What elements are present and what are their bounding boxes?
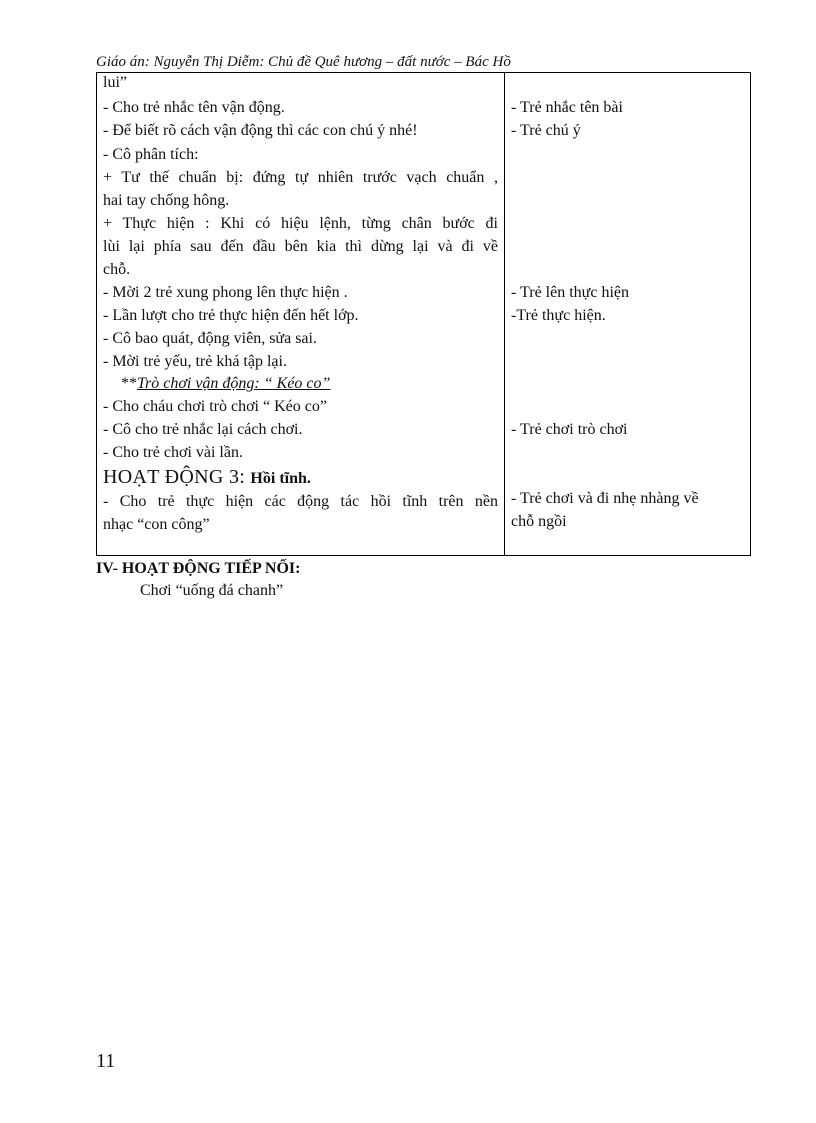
section-heading: IV- HOẠT ĐỘNG TIẾP NỐI: [96, 560, 301, 577]
page-header: Giáo án: Nguyễn Thị Diễm: Chủ đề Quê hương – đất nước – Bác Hồ [96, 54, 511, 70]
right-line: - Trẻ chơi và đi nhẹ nhàng về [511, 490, 699, 507]
left-line: - Cho trẻ chơi vài lần. [103, 444, 243, 461]
left-line: nhạc “con công” [103, 516, 210, 533]
activity-heading-bold: Hồi tĩnh. [250, 470, 311, 487]
game-heading [121, 374, 330, 394]
column-divider [504, 73, 505, 555]
left-line: - Lần lượt cho trẻ thực hiện đến hết lớp. [103, 307, 359, 324]
right-line: - Trẻ chơi trò chơi [511, 421, 628, 438]
left-line: - Cho trẻ nhắc tên vận động. [103, 99, 285, 116]
left-line: lùi lại phía sau đến đầu bên kia thì dừng lại và đi về [103, 238, 498, 255]
right-line: -Trẻ thực hiện. [511, 307, 606, 324]
left-line: + Tư thế chuẩn bị: đứng tự nhiên trước vạch chuẩn , [103, 169, 498, 186]
left-line: - Cho trẻ thực hiện các động tác hồi tĩnh trên nền [103, 493, 498, 510]
lesson-table [96, 72, 751, 556]
section-text: Chơi “uống đá chanh” [140, 582, 284, 599]
left-line: - Mời trẻ yếu, trẻ khá tập lại. [103, 353, 287, 370]
activity-heading [103, 465, 311, 491]
left-line: - Mời 2 trẻ xung phong lên thực hiện . [103, 284, 348, 301]
left-line: hai tay chống hông. [103, 192, 230, 209]
page-number: 11 [96, 1050, 116, 1072]
game-title: Trò chơi vận động: “ Kéo co” [137, 375, 331, 392]
activity-heading-main: HOẠT ĐỘNG 3: [103, 466, 251, 488]
right-line: - Trẻ lên thực hiện [511, 284, 629, 301]
left-line: - Cô cho trẻ nhắc lại cách chơi. [103, 421, 303, 438]
left-line: - Cho cháu chơi trò chơi “ Kéo co” [103, 398, 327, 415]
left-line: + Thực hiện : Khi có hiệu lệnh, từng chân bước đi [103, 215, 498, 232]
left-line: - Cô bao quát, động viên, sửa sai. [103, 330, 317, 347]
left-line: - Để biết rõ cách vận động thì các con chú ý nhé! [103, 122, 418, 139]
left-line: - Cô phân tích: [103, 146, 199, 163]
right-line: - Trẻ nhắc tên bài [511, 99, 623, 116]
game-prefix: ** [121, 375, 137, 392]
left-line: chỗ. [103, 261, 131, 278]
right-line: - Trẻ chú ý [511, 122, 581, 139]
right-line: chỗ ngồi [511, 513, 567, 530]
left-line: lui” [103, 74, 127, 91]
